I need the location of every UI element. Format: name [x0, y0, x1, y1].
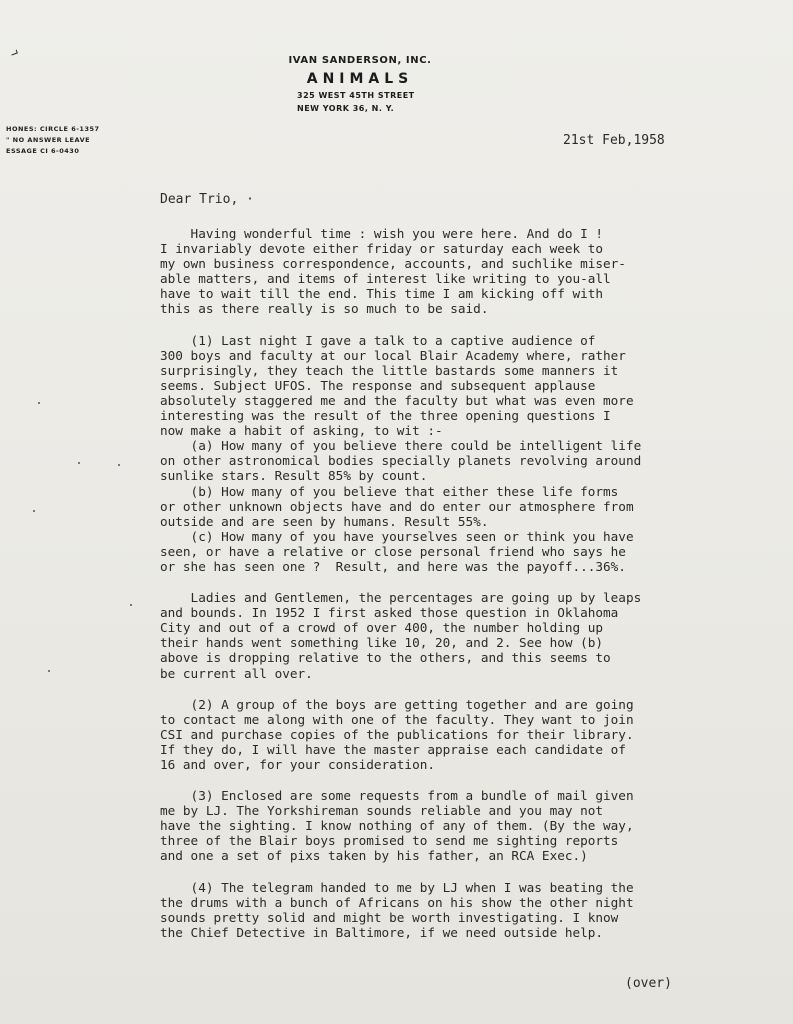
letter-line: or other unknown objects have and do enter our atmosphere from — [160, 498, 634, 514]
letter-paragraph — [160, 590, 760, 681]
letter-line: Having wonderful time : wish you were here. And do I ! — [160, 226, 604, 241]
letter-line: absolutely staggered me and the faculty but what was even more — [160, 392, 634, 408]
letter-line: (2) A group of the boys are getting together and are going — [160, 696, 634, 712]
letter-line: and bounds. In 1952 I first asked those question in Oklahoma — [160, 605, 619, 621]
letter-line: interesting was the result of the three opening questions I — [160, 408, 611, 424]
letter-line: seen, or have a relative or close personal friend who says he — [160, 543, 626, 559]
letter-line: CSI and purchase copies of the publications for their library. — [160, 726, 634, 742]
letter-line: (1) Last night I gave a talk to a captive audience of — [160, 332, 596, 348]
letter-line: be current all over. — [160, 665, 313, 681]
letter-line: three of the Blair boys promised to send me sighting reports — [160, 833, 619, 849]
letter-paragraph — [160, 788, 760, 863]
letter-line: sounds pretty solid and might be worth investigating. I know — [160, 909, 619, 925]
letter-line: 16 and over, for your consideration. — [160, 757, 435, 772]
letter-line: (c) How many of you have yourselves seen or think you have — [160, 528, 634, 544]
margin-dot — [38, 402, 40, 404]
phone-line-2: " NO ANSWER LEAVE — [6, 136, 91, 144]
letter-line: Ladies and Gentlemen, the percentages are going up by leaps — [160, 590, 642, 606]
letter-line: above is dropping relative to the others, and this seems to — [160, 650, 611, 666]
letter-paragraph — [160, 697, 760, 772]
address-line-2: NEW YORK 36, N. Y. — [297, 104, 395, 113]
margin-dot — [78, 462, 80, 464]
phone-info — [6, 124, 100, 157]
letter-line: surprisingly, they teach the little bastards some manners it — [160, 362, 619, 378]
letterhead — [245, 55, 475, 115]
letter-line: the drums with a bunch of Africans on his show the other night — [160, 894, 634, 910]
letter-line: and one a set of pixs taken by his father, an RCA Exec.) — [160, 848, 588, 864]
letter-line: able matters, and items of interest like writing to you-all — [160, 271, 611, 287]
letter-body — [160, 226, 760, 956]
letter-line: my own business correspondence, accounts, and suchlike miser- — [160, 256, 626, 272]
letter-line: this as there really is so much to be said. — [160, 301, 489, 317]
letter-paragraph — [160, 880, 760, 940]
letter-line: to contact me along with one of the faculty. They want to join — [160, 711, 634, 727]
company-address — [297, 89, 475, 115]
margin-dot — [118, 464, 120, 466]
letter-line: me by LJ. The Yorkshireman sounds reliable and you may not — [160, 803, 604, 819]
letter-line: 300 boys and faculty at our local Blair Academy where, rather — [160, 347, 626, 363]
letter-line: (3) Enclosed are some requests from a bundle of mail given — [160, 788, 634, 804]
bird-icon: ⨼ — [7, 43, 20, 60]
letter-line: the Chief Detective in Baltimore, if we need outside help. — [160, 924, 604, 940]
letter-line: City and out of a crowd of over 400, the number holding up — [160, 620, 604, 636]
letter-line: seems. Subject UFOS. The response and subsequent applause — [160, 377, 596, 393]
letter-line: sunlike stars. Result 85% by count. — [160, 468, 428, 484]
letter-date: 21st Feb,1958 — [563, 133, 665, 148]
margin-dot — [130, 604, 132, 606]
address-line-1: 325 WEST 45TH STREET — [297, 91, 415, 100]
letter-line: have to wait till the end. This time I am kicking off with — [160, 286, 604, 302]
letter-line: or she has seen one ? Result, and here was the payoff...36%. — [160, 558, 626, 574]
letter-line: now make a habit of asking, to wit :- — [160, 423, 443, 439]
salutation: Dear Trio, · — [160, 192, 254, 207]
page-continuation: (over) — [625, 976, 672, 991]
company-tagline: ANIMALS — [306, 71, 414, 87]
letter-paragraph — [160, 333, 760, 575]
letter-line: on other astronomical bodies specially planets revolving around — [160, 453, 642, 469]
phone-line-1: HONES: CIRCLE 6-1357 — [6, 125, 100, 133]
phone-line-3: ESSAGE CI 6-0430 — [6, 147, 80, 155]
letter-line: outside and are seen by humans. Result 55%. — [160, 513, 489, 529]
letter-line: have the sighting. I know nothing of any of them. (By the way, — [160, 818, 634, 834]
letter-line: (4) The telegram handed to me by LJ when I was beating the — [160, 879, 634, 895]
company-name: IVAN SANDERSON, INC. — [288, 55, 432, 66]
margin-dot — [33, 510, 35, 512]
letter-line: If they do, I will have the master appraise each candidate of — [160, 741, 626, 757]
letter-line: (a) How many of you believe there could be intelligent life — [160, 438, 642, 454]
letter-line: their hands went something like 10, 20, and 2. See how (b) — [160, 635, 604, 651]
letter-paragraph — [160, 226, 760, 317]
letter-line: I invariably devote either friday or saturday each week to — [160, 241, 604, 257]
margin-dot — [48, 670, 50, 672]
letter-line: (b) How many of you believe that either these life forms — [160, 483, 619, 499]
